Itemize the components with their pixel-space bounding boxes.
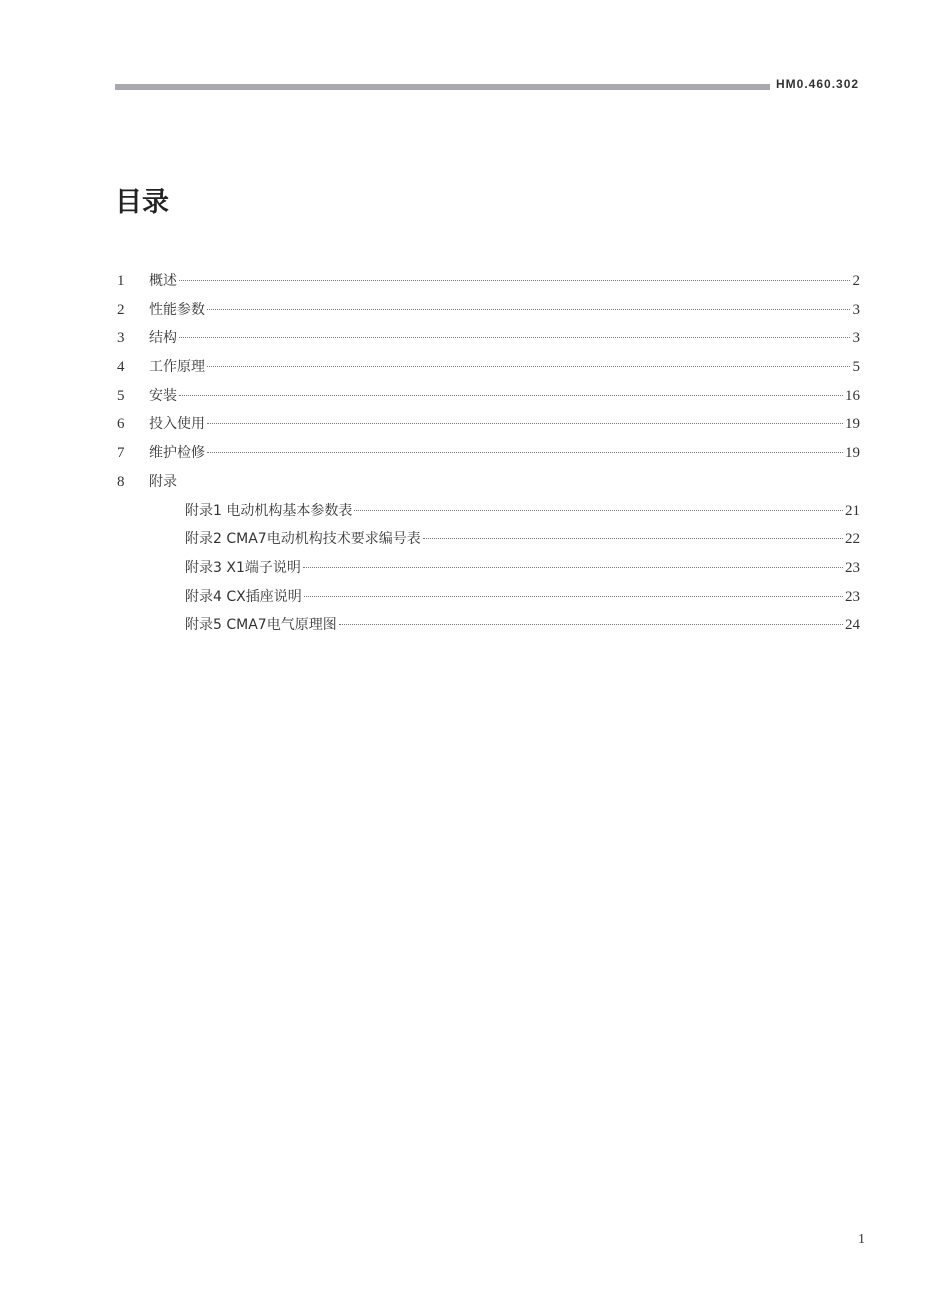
dot-leader — [207, 452, 843, 453]
dot-leader — [179, 337, 850, 338]
toc-label: 附录4 CX插座说明 — [185, 588, 302, 605]
toc-label: 结构 — [149, 330, 177, 347]
toc-page: 2 — [852, 273, 860, 289]
toc-page: 5 — [852, 359, 860, 376]
toc-label: 附录3 X1端子说明 — [185, 559, 301, 576]
toc-label: 概述 — [149, 273, 177, 289]
toc-number: 5 — [117, 387, 125, 404]
toc-appendix-3[interactable] — [117, 557, 860, 586]
document-code: HM0.460.302 — [776, 77, 860, 91]
dot-leader — [179, 280, 850, 281]
toc-label: 附录1 电动机构基本参数表 — [185, 502, 353, 519]
toc-appendix-5[interactable] — [117, 614, 860, 643]
toc-number: 2 — [117, 301, 125, 318]
dot-leader — [179, 395, 843, 396]
dot-leader — [339, 624, 843, 625]
dot-leader — [207, 423, 843, 424]
toc-entry-7[interactable] — [117, 442, 860, 471]
toc-entry-8[interactable] — [117, 471, 860, 500]
toc-page: 21 — [845, 502, 860, 519]
dot-leader — [423, 538, 843, 539]
toc-label: 附录 — [149, 473, 177, 490]
toc-page: 24 — [845, 617, 860, 634]
toc-number: 7 — [117, 445, 125, 462]
toc-page: 19 — [845, 445, 860, 462]
dot-leader — [207, 309, 850, 310]
table-of-contents — [117, 270, 860, 643]
toc-number: 1 — [117, 273, 125, 289]
toc-label: 附录5 CMA7电气原理图 — [185, 617, 337, 634]
page-number: 1 — [858, 1232, 865, 1247]
toc-label: 投入使用 — [149, 416, 205, 433]
toc-number: 3 — [117, 330, 125, 347]
header-rule — [115, 84, 770, 90]
toc-page: 23 — [845, 588, 860, 605]
toc-appendix-2[interactable] — [117, 528, 860, 557]
toc-entry-2[interactable] — [117, 299, 860, 328]
toc-appendix-4[interactable] — [117, 586, 860, 615]
toc-entry-3[interactable] — [117, 327, 860, 356]
dot-leader — [303, 567, 843, 568]
dot-leader — [354, 510, 843, 511]
toc-appendix-1[interactable] — [117, 500, 860, 529]
dot-leader — [207, 366, 850, 367]
toc-number: 4 — [117, 359, 125, 376]
toc-label: 附录2 CMA7电动机构技术要求编号表 — [185, 531, 421, 548]
toc-entry-4[interactable] — [117, 356, 860, 385]
toc-number: 8 — [117, 473, 125, 490]
toc-label: 性能参数 — [149, 301, 205, 318]
toc-entry-5[interactable] — [117, 385, 860, 414]
toc-page: 16 — [845, 387, 860, 404]
toc-label: 工作原理 — [149, 359, 205, 376]
toc-page: 22 — [845, 531, 860, 548]
toc-label: 安装 — [149, 387, 177, 404]
page-title: 目录 — [115, 187, 169, 218]
toc-page: 19 — [845, 416, 860, 433]
toc-page: 3 — [852, 301, 860, 318]
dot-leader — [304, 596, 843, 597]
toc-entry-6[interactable] — [117, 413, 860, 442]
toc-page: 23 — [845, 559, 860, 576]
toc-number: 6 — [117, 416, 125, 433]
toc-label: 维护检修 — [149, 445, 205, 462]
toc-entry-1[interactable] — [117, 270, 860, 299]
toc-page: 3 — [852, 330, 860, 347]
